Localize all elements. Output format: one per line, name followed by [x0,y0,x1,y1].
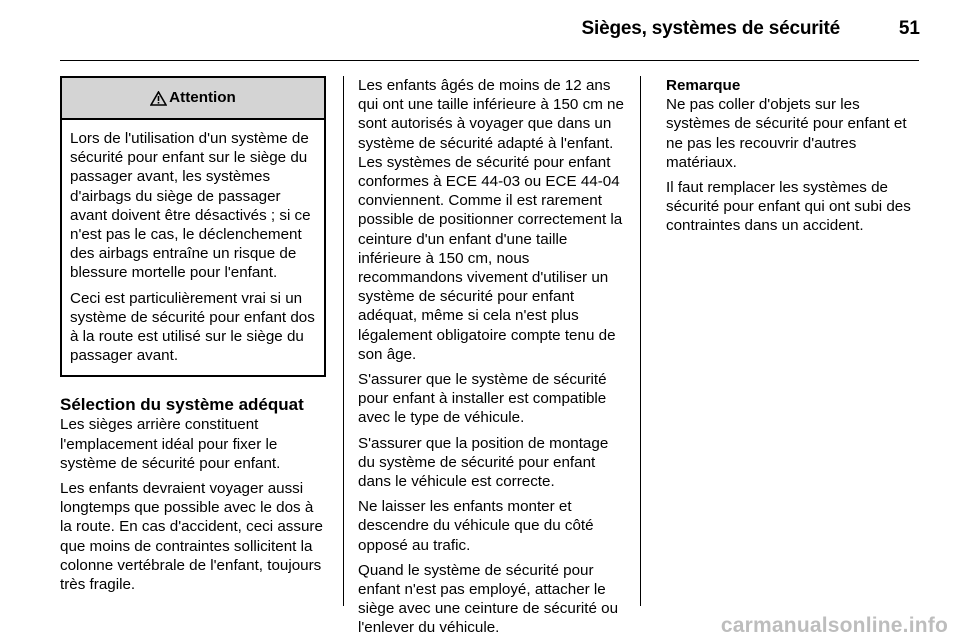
warning-header [62,78,324,120]
body-paragraph: Quand le système de sécurité pour enfant n'est pas employé, attacher le siège avec une ceinture de sécurité ou l'enlever du véhicule. [358,561,619,637]
body-paragraph: S'assurer que le système de sécurité pour enfant à installer est compatible avec le type de véhicule. [358,371,607,427]
warning-paragraph: Lors de l'utilisation d'un système de sécurité pour enfant sur le siège du passager avant, les systèmes d'airbags du siège de passager avant doivent être désactivés ; si ce n'est pas le cas, le déclenchement des airbags entraîne un risque de blessure mortelle pour l'enfant. [70,130,311,282]
column-divider-right [640,76,641,606]
body-paragraph: Ne laisser les enfants monter et descendre du véhicule que du côté opposé au trafic. [358,498,594,554]
note-paragraph: Il faut remplacer les systèmes de sécurité pour enfant qui ont subi des contraintes dans un accident. [666,179,911,235]
page-title: Sièges, systèmes de sécurité [581,18,840,39]
column-middle [358,76,626,644]
column-right [666,76,924,242]
section-paragraph: Les sièges arrière constituent l'emplacement idéal pour fixer le système de sécurité pour enfant. [60,416,281,472]
column-left [60,76,326,600]
warning-heading: Attention [169,89,236,107]
watermark: carmanualsonline.info [720,614,948,637]
note-paragraph: Ne pas coller d'objets sur les systèmes de sécurité pour enfant et ne pas les recouvrir d'autres matériaux. [666,96,907,171]
section-title: Sélection du système adéquat [60,395,304,415]
warning-box [60,76,326,377]
header-divider [60,60,919,61]
section-paragraph: Les enfants devraient voyager aussi longtemps que possible avec le dos à la route. En cas d'accident, ceci assure que moins de contraintes sollicitent la colonne vertébrale de l'enfant, toujours très fragile. [60,480,323,594]
column-divider-left [343,76,344,606]
warning-body [62,120,324,375]
body-paragraph: S'assurer que la position de montage du système de sécurité pour enfant dans le véhicule est correcte. [358,434,609,491]
warning-paragraph: Ceci est particulièrement vrai si un système de sécurité pour enfant dos à la route est utilisé sur le siège du passager avant. [70,289,315,365]
note-title: Remarque [666,77,741,94]
warning-triangle-icon [150,91,167,106]
page-number: 51 [898,18,920,39]
body-paragraph: Les enfants âgés de moins de 12 ans qui ont une taille inférieure à 150 cm ne sont autorisés à voyager que dans un système de sécurité adapté à l'enfant. Les systèmes de sécurité pour enfant conformes à ECE 44-03 ou ECE 44-04 conviennent. Comme il est rarement possible de positionner correctement la ceinture d'un enfant d'une taille inférieure à 150 cm, nous recommandons vivement d'utiliser un système de sécurité pour enfant adéquat, même si cela n'est plus légalement obligatoire compte tenu de son âge. [358,77,624,363]
